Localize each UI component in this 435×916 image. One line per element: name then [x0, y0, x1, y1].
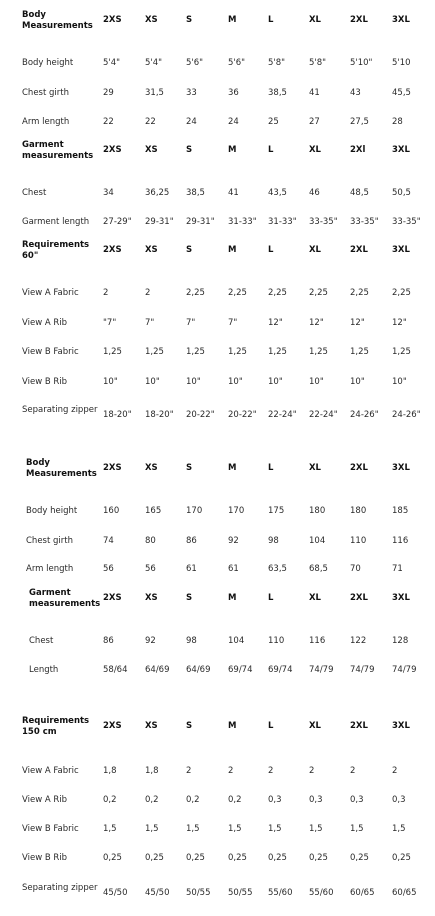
cell-value: 128	[392, 636, 409, 646]
cell-value: 0,3	[350, 795, 364, 805]
cell-value: 74/79	[392, 665, 417, 675]
cell-value: 38,5	[268, 88, 287, 98]
cell-value: 74	[103, 536, 114, 546]
size-column-header: 2Xl	[350, 145, 366, 155]
row-label: View B Rib	[22, 377, 68, 387]
cell-value: 1,8	[103, 766, 117, 776]
cell-value: 55/60	[309, 888, 334, 898]
cell-value: 31-33"	[268, 217, 297, 227]
size-column-header: S	[186, 15, 193, 25]
table-header-row	[0, 588, 435, 618]
cell-value: 0,25	[268, 853, 287, 863]
cell-value: 2,25	[392, 288, 411, 298]
table-header-row	[0, 240, 435, 270]
cell-value: 0,25	[145, 853, 164, 863]
cell-value: 5'4"	[145, 58, 163, 68]
cell-value: 20-22"	[228, 410, 257, 420]
cell-value: 0,2	[228, 795, 242, 805]
cell-value: 1,5	[350, 824, 364, 834]
cell-value: 104	[309, 536, 326, 546]
cell-value: 1,25	[228, 347, 247, 357]
size-column-header: 2XS	[103, 245, 122, 255]
cell-value: 92	[145, 636, 156, 646]
cell-value: 74/79	[309, 665, 334, 675]
size-column-header: 2XL	[350, 593, 368, 603]
table-row	[0, 636, 435, 666]
size-column-header: XS	[145, 721, 158, 731]
cell-value: 0,25	[309, 853, 328, 863]
cell-value: 1,5	[103, 824, 117, 834]
cell-value: 10"	[186, 377, 201, 387]
size-column-header: M	[228, 245, 237, 255]
cell-value: 61	[186, 564, 197, 574]
section-title: Body Measurements	[22, 10, 93, 31]
cell-value: 7"	[228, 318, 238, 328]
cell-value: 0,25	[186, 853, 205, 863]
cell-value: 1,25	[268, 347, 287, 357]
cell-value: 185	[392, 506, 409, 516]
cell-value: 116	[392, 536, 409, 546]
cell-value: 2	[268, 766, 274, 776]
size-column-header: XL	[309, 245, 321, 255]
table-row	[0, 347, 435, 377]
cell-value: 122	[350, 636, 367, 646]
cell-value: 180	[309, 506, 326, 516]
cell-value: 1,5	[145, 824, 159, 834]
cell-value: 86	[186, 536, 197, 546]
cell-value: 86	[103, 636, 114, 646]
table-row	[0, 883, 435, 913]
size-column-header: M	[228, 145, 237, 155]
cell-value: 5'6"	[186, 58, 204, 68]
cell-value: 5'10"	[350, 58, 373, 68]
row-label: Arm length	[22, 117, 70, 127]
size-column-header: XS	[145, 145, 158, 155]
cell-value: 1,5	[268, 824, 282, 834]
cell-value: 5'8"	[309, 58, 327, 68]
cell-value: 33	[186, 88, 197, 98]
cell-value: 5'6"	[228, 58, 246, 68]
cell-value: 56	[103, 564, 114, 574]
size-column-header: XL	[309, 145, 321, 155]
cell-value: 175	[268, 506, 285, 516]
cell-value: 24	[228, 117, 239, 127]
size-column-header: M	[228, 593, 237, 603]
cell-value: 71	[392, 564, 403, 574]
cell-value: 43,5	[268, 188, 287, 198]
section-title: Requirements 150 cm	[22, 716, 90, 737]
table-header-row	[0, 458, 435, 488]
row-label: Chest	[29, 636, 54, 646]
table-row	[0, 405, 435, 435]
cell-value: 60/65	[392, 888, 417, 898]
row-label: Separating zipper	[22, 405, 98, 415]
cell-value: 50/55	[228, 888, 253, 898]
row-label: Garment length	[22, 217, 90, 227]
cell-value: 1,5	[186, 824, 200, 834]
row-label: Chest girth	[22, 88, 69, 98]
row-label: Separating zipper	[22, 883, 98, 893]
table-row	[0, 824, 435, 854]
size-column-header: M	[228, 463, 237, 473]
cell-value: 12"	[268, 318, 283, 328]
cell-value: 0,3	[309, 795, 323, 805]
cell-value: 64/69	[186, 665, 211, 675]
cell-value: 10"	[145, 377, 160, 387]
cell-value: 29-31"	[186, 217, 215, 227]
size-column-header: XS	[145, 245, 158, 255]
cell-value: 61	[228, 564, 239, 574]
cell-value: 18-20"	[103, 410, 132, 420]
cell-value: 25	[268, 117, 279, 127]
cell-value: 31,5	[145, 88, 164, 98]
size-column-header: 2XL	[350, 721, 368, 731]
size-column-header: XS	[145, 593, 158, 603]
section-title: Garment measurements	[22, 140, 94, 161]
cell-value: 0,2	[103, 795, 117, 805]
size-column-header: XS	[145, 15, 158, 25]
cell-value: 5'8"	[268, 58, 286, 68]
size-column-header: L	[268, 463, 274, 473]
size-column-header: L	[268, 245, 274, 255]
cell-value: 55/60	[268, 888, 293, 898]
size-column-header: 2XS	[103, 593, 122, 603]
row-label: View B Rib	[22, 853, 68, 863]
cell-value: 12"	[392, 318, 407, 328]
cell-value: "7"	[103, 318, 117, 328]
cell-value: 56	[145, 564, 156, 574]
section-title: Body Measurements	[26, 458, 97, 479]
cell-value: 110	[350, 536, 367, 546]
cell-value: 1,25	[350, 347, 369, 357]
size-column-header: S	[186, 145, 193, 155]
cell-value: 22	[103, 117, 114, 127]
cell-value: 43	[350, 88, 361, 98]
cell-value: 98	[186, 636, 197, 646]
section-title: Garment measurements	[29, 588, 101, 609]
cell-value: 165	[145, 506, 162, 516]
cell-value: 1,25	[103, 347, 122, 357]
cell-value: 1,5	[392, 824, 406, 834]
cell-value: 5'10	[392, 58, 411, 68]
size-column-header: L	[268, 145, 274, 155]
cell-value: 0,3	[268, 795, 282, 805]
row-label: View A Fabric	[22, 766, 79, 776]
cell-value: 10"	[103, 377, 118, 387]
cell-value: 1,8	[145, 766, 159, 776]
table-row	[0, 795, 435, 825]
cell-value: 2,25	[309, 288, 328, 298]
cell-value: 2	[145, 288, 151, 298]
cell-value: 2	[186, 766, 192, 776]
size-column-header: 3XL	[392, 721, 410, 731]
cell-value: 50/55	[186, 888, 211, 898]
cell-value: 48,5	[350, 188, 369, 198]
cell-value: 45/50	[103, 888, 128, 898]
cell-value: 29	[103, 88, 114, 98]
cell-value: 1,25	[145, 347, 164, 357]
cell-value: 0,3	[392, 795, 406, 805]
cell-value: 10"	[350, 377, 365, 387]
size-column-header: 2XS	[103, 15, 122, 25]
cell-value: 63,5	[268, 564, 287, 574]
size-column-header: 3XL	[392, 15, 410, 25]
cell-value: 46	[309, 188, 320, 198]
row-label: Length	[29, 665, 59, 675]
cell-value: 116	[309, 636, 326, 646]
size-column-header: XS	[145, 463, 158, 473]
cell-value: 0,25	[350, 853, 369, 863]
table-row	[0, 318, 435, 348]
cell-value: 170	[186, 506, 203, 516]
size-column-header: 2XS	[103, 721, 122, 731]
size-column-header: 2XL	[350, 245, 368, 255]
cell-value: 2	[350, 766, 356, 776]
size-column-header: XL	[309, 463, 321, 473]
table-row	[0, 665, 435, 695]
cell-value: 27-29"	[103, 217, 132, 227]
table-row	[0, 188, 435, 218]
cell-value: 33-35"	[350, 217, 379, 227]
cell-value: 45,5	[392, 88, 411, 98]
row-label: Chest	[22, 188, 47, 198]
cell-value: 160	[103, 506, 120, 516]
cell-value: 1,25	[392, 347, 411, 357]
size-column-header: 2XS	[103, 145, 122, 155]
size-column-header: 2XL	[350, 463, 368, 473]
cell-value: 10"	[309, 377, 324, 387]
cell-value: 33-35"	[392, 217, 421, 227]
cell-value: 10"	[228, 377, 243, 387]
cell-value: 170	[228, 506, 245, 516]
cell-value: 33-35"	[309, 217, 338, 227]
size-column-header: 2XS	[103, 463, 122, 473]
table-row	[0, 853, 435, 883]
size-column-header: L	[268, 721, 274, 731]
cell-value: 69/74	[268, 665, 293, 675]
table-row	[0, 536, 435, 566]
cell-value: 104	[228, 636, 245, 646]
cell-value: 41	[309, 88, 320, 98]
cell-value: 10"	[268, 377, 283, 387]
cell-value: 28	[392, 117, 403, 127]
cell-value: 64/69	[145, 665, 170, 675]
cell-value: 0,2	[186, 795, 200, 805]
table-row	[0, 377, 435, 407]
cell-value: 24	[186, 117, 197, 127]
row-label: View A Rib	[22, 795, 68, 805]
cell-value: 60/65	[350, 888, 375, 898]
cell-value: 36,25	[145, 188, 170, 198]
cell-value: 10"	[392, 377, 407, 387]
size-column-header: 3XL	[392, 145, 410, 155]
cell-value: 22	[145, 117, 156, 127]
row-label: Body height	[22, 58, 74, 68]
section-title: Requirements 60"	[22, 240, 90, 261]
cell-value: 0,25	[228, 853, 247, 863]
cell-value: 24-26"	[392, 410, 421, 420]
size-column-header: S	[186, 463, 193, 473]
size-column-header: 2XL	[350, 15, 368, 25]
cell-value: 2	[392, 766, 398, 776]
table-header-row	[0, 716, 435, 746]
cell-value: 24-26"	[350, 410, 379, 420]
cell-value: 45/50	[145, 888, 170, 898]
size-column-header: XL	[309, 15, 321, 25]
cell-value: 31-33"	[228, 217, 257, 227]
cell-value: 36	[228, 88, 239, 98]
cell-value: 29-31"	[145, 217, 174, 227]
row-label: Arm length	[26, 564, 74, 574]
row-label: View A Rib	[22, 318, 68, 328]
cell-value: 7"	[145, 318, 155, 328]
size-column-header: M	[228, 721, 237, 731]
cell-value: 180	[350, 506, 367, 516]
size-column-header: 3XL	[392, 245, 410, 255]
size-column-header: S	[186, 721, 193, 731]
size-column-header: 3XL	[392, 463, 410, 473]
size-column-header: 3XL	[392, 593, 410, 603]
row-label: Body height	[26, 506, 78, 516]
cell-value: 80	[145, 536, 156, 546]
row-label: View B Fabric	[22, 824, 79, 834]
cell-value: 2,25	[268, 288, 287, 298]
size-column-header: S	[186, 245, 193, 255]
size-column-header: L	[268, 15, 274, 25]
cell-value: 22-24"	[309, 410, 338, 420]
cell-value: 12"	[309, 318, 324, 328]
cell-value: 98	[268, 536, 279, 546]
cell-value: 18-20"	[145, 410, 174, 420]
size-column-header: L	[268, 593, 274, 603]
cell-value: 70	[350, 564, 361, 574]
cell-value: 34	[103, 188, 114, 198]
size-column-header: M	[228, 15, 237, 25]
cell-value: 69/74	[228, 665, 253, 675]
cell-value: 1,5	[309, 824, 323, 834]
cell-value: 1,25	[309, 347, 328, 357]
cell-value: 2,25	[350, 288, 369, 298]
table-row	[0, 766, 435, 796]
cell-value: 12"	[350, 318, 365, 328]
cell-value: 20-22"	[186, 410, 215, 420]
cell-value: 2	[228, 766, 234, 776]
cell-value: 58/64	[103, 665, 128, 675]
cell-value: 1,5	[228, 824, 242, 834]
cell-value: 27	[309, 117, 320, 127]
table-header-row	[0, 10, 435, 40]
cell-value: 41	[228, 188, 239, 198]
table-row	[0, 88, 435, 118]
cell-value: 2	[103, 288, 109, 298]
row-label: View A Fabric	[22, 288, 79, 298]
table-row	[0, 58, 435, 88]
cell-value: 2	[309, 766, 315, 776]
table-header-row	[0, 140, 435, 170]
cell-value: 2,25	[228, 288, 247, 298]
cell-value: 0,25	[392, 853, 411, 863]
cell-value: 7"	[186, 318, 196, 328]
cell-value: 0,25	[103, 853, 122, 863]
size-column-header: S	[186, 593, 193, 603]
cell-value: 92	[228, 536, 239, 546]
cell-value: 0,2	[145, 795, 159, 805]
size-column-header: XL	[309, 721, 321, 731]
cell-value: 22-24"	[268, 410, 297, 420]
cell-value: 50,5	[392, 188, 411, 198]
size-column-header: XL	[309, 593, 321, 603]
cell-value: 27,5	[350, 117, 369, 127]
cell-value: 110	[268, 636, 285, 646]
cell-value: 38,5	[186, 188, 205, 198]
cell-value: 68,5	[309, 564, 328, 574]
cell-value: 5'4"	[103, 58, 121, 68]
cell-value: 2,25	[186, 288, 205, 298]
row-label: Chest girth	[26, 536, 73, 546]
table-row	[0, 506, 435, 536]
table-row	[0, 288, 435, 318]
row-label: View B Fabric	[22, 347, 79, 357]
cell-value: 74/79	[350, 665, 375, 675]
cell-value: 1,25	[186, 347, 205, 357]
